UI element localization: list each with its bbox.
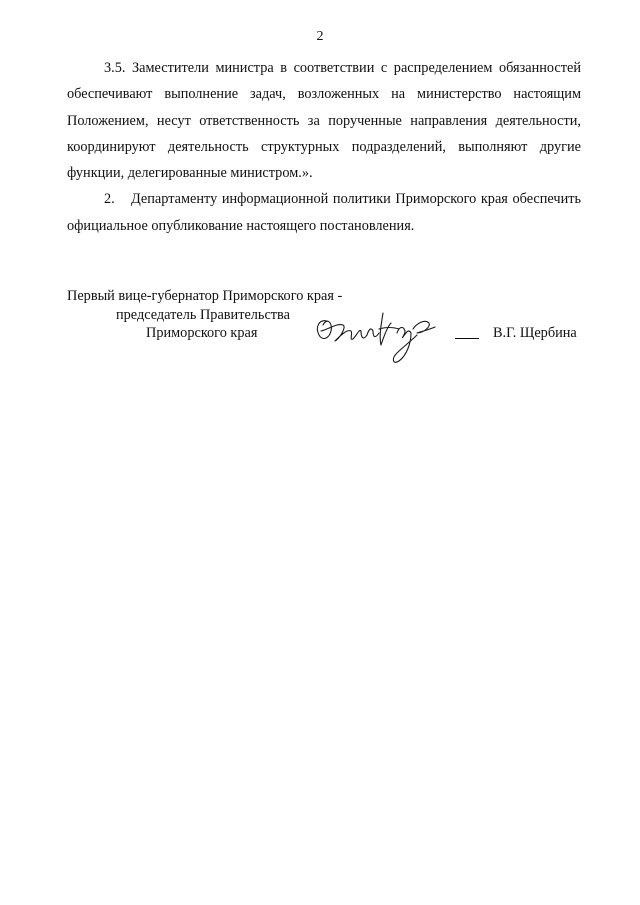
handwritten-signature [313,305,443,367]
paragraph-3-5: 3.5. Заместители министра в соответствии с распределением обязанностей обеспечивают выполнение задач, возложенных на министерство настоящим Положением, несут ответственность за порученные направления деятельности, координируют деятельность структурных подразделений, выполняют другие функции, делегированные министром.». [67,60,581,182]
signatory-title-line-2: председатель Правительства [116,307,290,323]
signatory-title-line-1: Первый вице-губернатор Приморского края - [67,288,343,304]
signatory-name: В.Г. Щербина [493,325,577,341]
page-number: 2 [316,29,324,44]
paragraph-2-text: Департаменту информационной политики Приморского края обеспечить официальное опубликование настоящего постановления. [67,191,581,234]
paragraph-number: 2. [104,191,115,208]
signature-dash [455,338,479,339]
signatory-title-line-3: Приморского края [146,325,258,341]
